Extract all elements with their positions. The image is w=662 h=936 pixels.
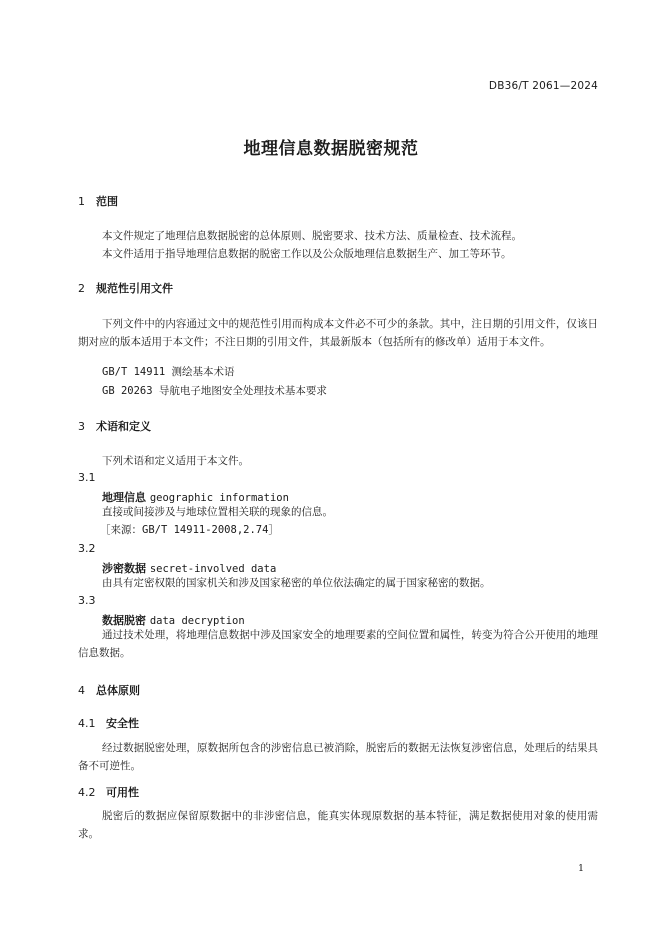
- section-2-heading: [78, 280, 173, 296]
- standard-code: DB36/T 2061—2024: [488, 80, 598, 92]
- subsection-title: 可用性: [106, 786, 139, 799]
- term-cn: 数据脱密: [102, 614, 146, 627]
- term-cn: 地理信息: [102, 491, 146, 504]
- section-number: 1: [78, 195, 85, 208]
- subsection-number: 4.1: [78, 717, 96, 730]
- paragraph: 下列术语和定义适用于本文件。: [102, 455, 249, 467]
- document-title: 地理信息数据脱密规范: [243, 139, 419, 159]
- term-definition: 直接或间接涉及与地球位置相关联的现象的信息。: [102, 506, 333, 518]
- section-number: 2: [78, 282, 85, 295]
- section-title: 范围: [96, 195, 118, 208]
- term-en: secret-involved data: [149, 563, 277, 575]
- paragraph: 经过数据脱密处理，原数据所包含的涉密信息已被消除，脱密后的数据无法恢复涉密信息，处理后的结果具备不可逆性。: [78, 742, 598, 772]
- subsection-4-2-heading: [78, 784, 139, 800]
- subsection-4-1-heading: [78, 715, 139, 731]
- term-definition: 由具有定密权限的国家机关和涉及国家秘密的单位依法确定的属于国家秘密的数据。: [102, 577, 491, 589]
- term-en: data decryption: [149, 615, 245, 627]
- section-title: 总体原则: [96, 684, 140, 697]
- term-en: geographic information: [149, 492, 289, 504]
- term-source: ［来源：GB/T 14911-2008,2.74］: [100, 524, 279, 536]
- subsection-number: 4.2: [78, 786, 96, 799]
- paragraph: 本文件规定了地理信息数据脱密的总体原则、脱密要求、技术方法、质量检查、技术流程。: [102, 230, 522, 242]
- reference-item: GB/T 14911 测绘基本术语: [102, 366, 235, 378]
- term-number: 3.3: [78, 594, 96, 607]
- section-title: 规范性引用文件: [96, 282, 173, 295]
- section-title: 术语和定义: [96, 420, 151, 433]
- term-number: 3.2: [78, 542, 96, 555]
- paragraph: 脱密后的数据应保留原数据中的非涉密信息，能真实体现原数据的基本特征，满足数据使用对象的使用需求。: [78, 810, 598, 840]
- term-number: 3.1: [78, 471, 96, 484]
- term-definition: 通过技术处理，将地理信息数据中涉及国家安全的地理要素的空间位置和属性，转变为符合公开使用的地理信息数据。: [78, 629, 598, 659]
- subsection-title: 安全性: [106, 717, 139, 730]
- section-number: 3: [78, 420, 85, 433]
- section-number: 4: [78, 684, 85, 697]
- section-1-heading: [78, 193, 118, 209]
- reference-item: GB 20263 导航电子地图安全处理技术基本要求: [102, 385, 327, 397]
- term-cn: 涉密数据: [102, 562, 146, 575]
- section-3-heading: [78, 418, 151, 434]
- paragraph: 下列文件中的内容通过文中的规范性引用而构成本文件必不可少的条款。其中，注日期的引用文件，仅该日期对应的版本适用于本文件；不注日期的引用文件，其最新版本（包括所有的修改单）适用于本文件。: [78, 318, 598, 348]
- section-4-heading: [78, 682, 140, 698]
- paragraph: 本文件适用于指导地理信息数据的脱密工作以及公众版地理信息数据生产、加工等环节。: [102, 248, 512, 260]
- page-number: 1: [577, 863, 584, 874]
